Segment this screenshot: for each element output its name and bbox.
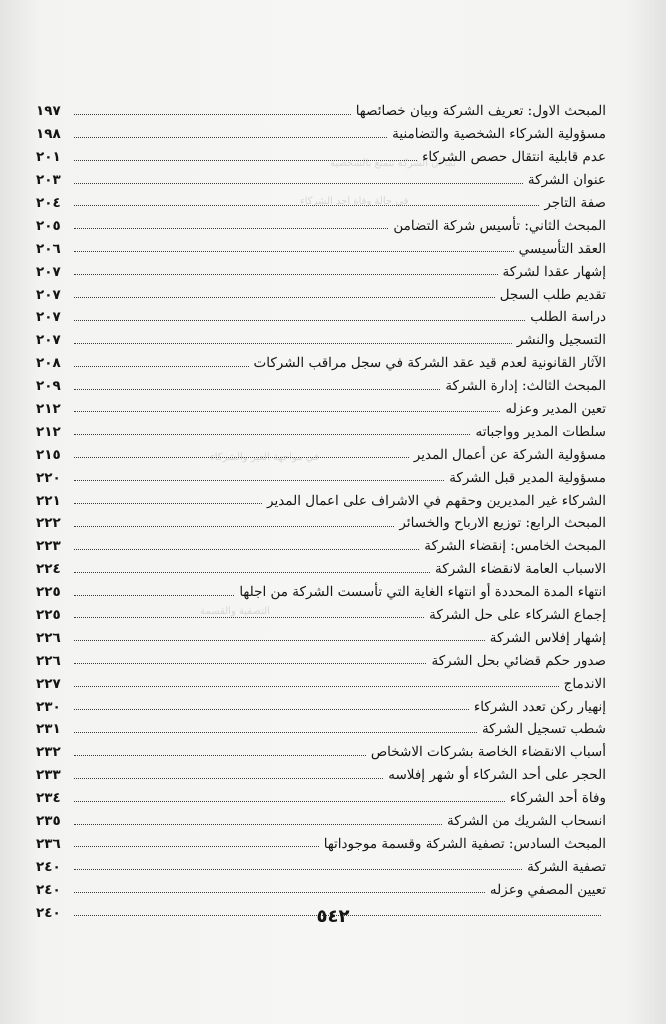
toc-entry [36, 371, 606, 394]
toc-entry [36, 256, 606, 279]
toc-entry-page-number: ٢٣١ [36, 721, 61, 738]
toc-entry [36, 714, 606, 737]
toc-entry-page-number: ١٩٧ [36, 103, 61, 120]
toc-entry-title: تعيين المصفي وعزله [489, 881, 606, 898]
toc-entry [36, 622, 606, 645]
toc-entry-title: المبحث الاول: تعريف الشركة وبيان خصائصها [355, 103, 606, 120]
toc-entry-page-number: ٢٢٦ [36, 652, 61, 669]
toc-entry [36, 554, 606, 577]
toc-entry [36, 165, 606, 188]
toc-entry [36, 577, 606, 600]
toc-entry-title: إشهار عقدا لشركة [502, 263, 606, 280]
table-of-contents [36, 96, 606, 920]
toc-entry [36, 325, 606, 348]
toc-entry [36, 96, 606, 119]
toc-entry-title: إشهار إفلاس الشركة [489, 629, 606, 646]
toc-leader-dots [74, 457, 409, 458]
toc-entry-page-number: ٢٠٣ [36, 172, 61, 189]
toc-entry-page-number: ٢٢٦ [36, 629, 61, 646]
toc-entry-page-number: ٢٢٠ [36, 469, 61, 486]
toc-entry-page-number: ٢٠٨ [36, 355, 61, 372]
toc-entry [36, 485, 606, 508]
toc-leader-dots [74, 732, 477, 733]
toc-entry [36, 233, 606, 256]
toc-entry-page-number: ٢١٢ [36, 400, 61, 417]
toc-entry-page-number: ٢٢٤ [36, 561, 61, 578]
toc-entry-page-number: ٢٤٠ [36, 881, 61, 898]
toc-leader-dots [74, 114, 351, 115]
toc-entry-title: شطب تسجيل الشركة [481, 721, 606, 738]
toc-leader-dots [74, 663, 426, 664]
toc-entry [36, 645, 606, 668]
toc-entry-page-number: ٢٠١ [36, 149, 61, 166]
toc-entry [36, 851, 606, 874]
toc-entry-page-number: ٢٠٧ [36, 263, 61, 280]
toc-leader-dots [74, 320, 525, 321]
toc-leader-dots [74, 183, 523, 184]
toc-leader-dots [74, 892, 485, 893]
toc-entry-title: دراسة الطلب [530, 309, 606, 326]
toc-entry-title: إجماع الشركاء على حل الشركة [429, 606, 606, 623]
toc-entry [36, 508, 606, 531]
toc-entry-title: صدور حكم قضائي بحل الشركة [431, 652, 606, 669]
toc-entry-page-number: ٢٠٥ [36, 217, 61, 234]
toc-entry [36, 119, 606, 142]
toc-entry-page-number: ٢٠٩ [36, 378, 61, 395]
page-number-footer: ٥٤٢ [316, 906, 350, 927]
bleed-through-text: في مواجهة الغير والشركاء [210, 452, 319, 463]
toc-entry [36, 760, 606, 783]
toc-entry-page-number: ٢٠٤ [36, 194, 61, 211]
toc-leader-dots [74, 389, 440, 390]
toc-entry-title: الاندماج [563, 675, 606, 692]
toc-entry-page-number: ١٩٨ [36, 126, 61, 143]
toc-entry [36, 462, 606, 485]
toc-entry-title: تقديم طلب السجل [499, 286, 606, 303]
toc-entry-page-number: ٢١٥ [36, 446, 61, 463]
bleed-through-text: بما ان الشركة تتمتع بالشخصية [330, 158, 457, 169]
toc-entry-page-number: ٢٣٥ [36, 813, 61, 829]
toc-entry [36, 874, 606, 897]
toc-entry-page-number: ٢٣٣ [36, 767, 61, 784]
toc-entry-title: تصفية الشركة [527, 858, 606, 875]
toc-leader-dots [74, 869, 522, 870]
toc-entry-title: التسجيل والنشر [516, 332, 606, 349]
toc-leader-dots [74, 137, 387, 138]
toc-leader-dots [74, 549, 419, 550]
toc-entry [36, 600, 606, 623]
toc-entry [36, 691, 606, 714]
toc-entry-title: إنهيار ركن تعدد الشركاء [473, 698, 606, 715]
toc-entry [36, 302, 606, 325]
toc-entry-title: المبحث الرابع: توزيع الارباح والخسائر [399, 515, 606, 532]
toc-entry-page-number: ٢٣٤ [36, 790, 61, 807]
toc-entry-page-number: ٢٢١ [36, 492, 61, 509]
toc-entry-page-number: ٢٢٧ [36, 675, 61, 692]
toc-entry [36, 279, 606, 302]
toc-entry-title: المبحث الثالث: إدارة الشركة [445, 378, 606, 395]
toc-entry [36, 668, 606, 691]
toc-entry-title: وفاة أحد الشركاء [509, 790, 606, 807]
toc-leader-dots [74, 801, 505, 802]
toc-entry-page-number: ٢٣٠ [36, 698, 61, 715]
toc-entry-page-number: ٢٢٥ [36, 606, 61, 623]
toc-entry [36, 188, 606, 211]
toc-entry-page-number: ٢٢٥ [36, 584, 61, 601]
toc-entry-title: مسؤولية الشركة عن أعمال المدير [413, 446, 606, 463]
toc-leader-dots [74, 846, 319, 847]
toc-leader-dots [74, 343, 512, 344]
toc-entry-page-number: ٢٠٧ [36, 332, 61, 349]
toc-entry-page-number: ٢٢٢ [36, 515, 61, 532]
toc-entry-title: صفة التاجر [544, 194, 606, 211]
toc-leader-dots [74, 297, 495, 298]
toc-entry [36, 783, 606, 806]
toc-entry-page-number: ٢٤٠ [36, 904, 61, 921]
toc-entry [36, 737, 606, 760]
toc-leader-dots [74, 160, 417, 161]
toc-entry-title: تعين المدير وعزله [505, 400, 606, 417]
toc-entry-title: انسحاب الشريك من الشركة [447, 813, 606, 829]
toc-entry-title: المبحث السادس: تصفية الشركة وقسمة موجوداتها [323, 835, 606, 852]
toc-leader-dots [74, 755, 366, 756]
toc-entry-page-number: ٢٠٧ [36, 309, 61, 326]
toc-entry [36, 348, 606, 371]
toc-leader-dots [74, 526, 394, 527]
toc-entry [36, 210, 606, 233]
toc-entry-title: المبحث الخامس: إنقضاء الشركة [424, 538, 606, 555]
toc-entry [36, 439, 606, 462]
toc-leader-dots [74, 274, 498, 275]
toc-entry-title: الحجر على أحد الشركاء أو شهر إفلاسه [388, 767, 606, 784]
toc-entry-title: مسؤولية المدير قبل الشركة [449, 469, 606, 486]
toc-leader-dots [74, 824, 442, 825]
toc-entry-title: انتهاء المدة المحددة أو انتهاء الغاية التي تأسست الشركة من اجلها [239, 584, 606, 601]
toc-entry-title: المبحث الثاني: تأسيس شركة التضامن [393, 217, 606, 234]
toc-entry-title: العقد التأسيسي [518, 240, 606, 257]
toc-entry-title: عدم قابلية انتقال حصص الشركاء [422, 149, 606, 166]
toc-leader-dots [74, 709, 469, 710]
toc-entry-page-number: ٢٠٧ [36, 286, 61, 303]
toc-leader-dots [74, 640, 485, 641]
toc-leader-dots [74, 686, 559, 687]
toc-entry [36, 531, 606, 554]
toc-entry [36, 416, 606, 439]
toc-entry-page-number: ٢٠٦ [36, 240, 61, 257]
toc-leader-dots [74, 778, 383, 779]
bleed-through-text: التصفية والقسمة [200, 606, 270, 617]
toc-entry [36, 142, 606, 165]
toc-leader-dots [74, 366, 249, 367]
toc-leader-dots [74, 434, 470, 435]
toc-entry [36, 829, 606, 852]
toc-entry-title: سلطات المدير وواجباته [475, 423, 606, 440]
toc-entry-title: الآثار القانونية لعدم قيد عقد الشركة في سجل مراقب الشركات [253, 355, 606, 372]
toc-entry-page-number: ٢٣٦ [36, 835, 61, 852]
bleed-through-text: في حالة وفاة احد الشركاء [300, 196, 409, 207]
toc-leader-dots [74, 572, 430, 573]
toc-entry-title: عنوان الشركة [527, 172, 606, 189]
toc-leader-dots [74, 205, 539, 206]
toc-entry [36, 394, 606, 417]
toc-entry [36, 806, 606, 829]
toc-entry-page-number: ٢٢٣ [36, 538, 61, 555]
toc-entry-page-number: ٢١٢ [36, 423, 61, 440]
toc-leader-dots [74, 480, 444, 481]
toc-entry-title: الاسباب العامة لانقضاء الشركة [435, 561, 606, 578]
toc-entry-title: الشركاء غير المديرين وحقهم في الاشراف على اعمال المدير [267, 492, 606, 509]
toc-leader-dots [74, 411, 500, 412]
toc-entry-title: أسباب الانقضاء الخاصة بشركات الاشخاص [370, 744, 606, 761]
toc-leader-dots [74, 595, 234, 596]
toc-leader-dots [74, 251, 514, 252]
toc-leader-dots [74, 228, 388, 229]
toc-leader-dots [74, 503, 262, 504]
toc-entry-page-number: ٢٤٠ [36, 858, 61, 875]
toc-entry-title: مسؤولية الشركاء الشخصية والتضامنية [392, 126, 606, 143]
toc-leader-dots [74, 617, 424, 618]
toc-entry-page-number: ٢٣٢ [36, 744, 61, 761]
